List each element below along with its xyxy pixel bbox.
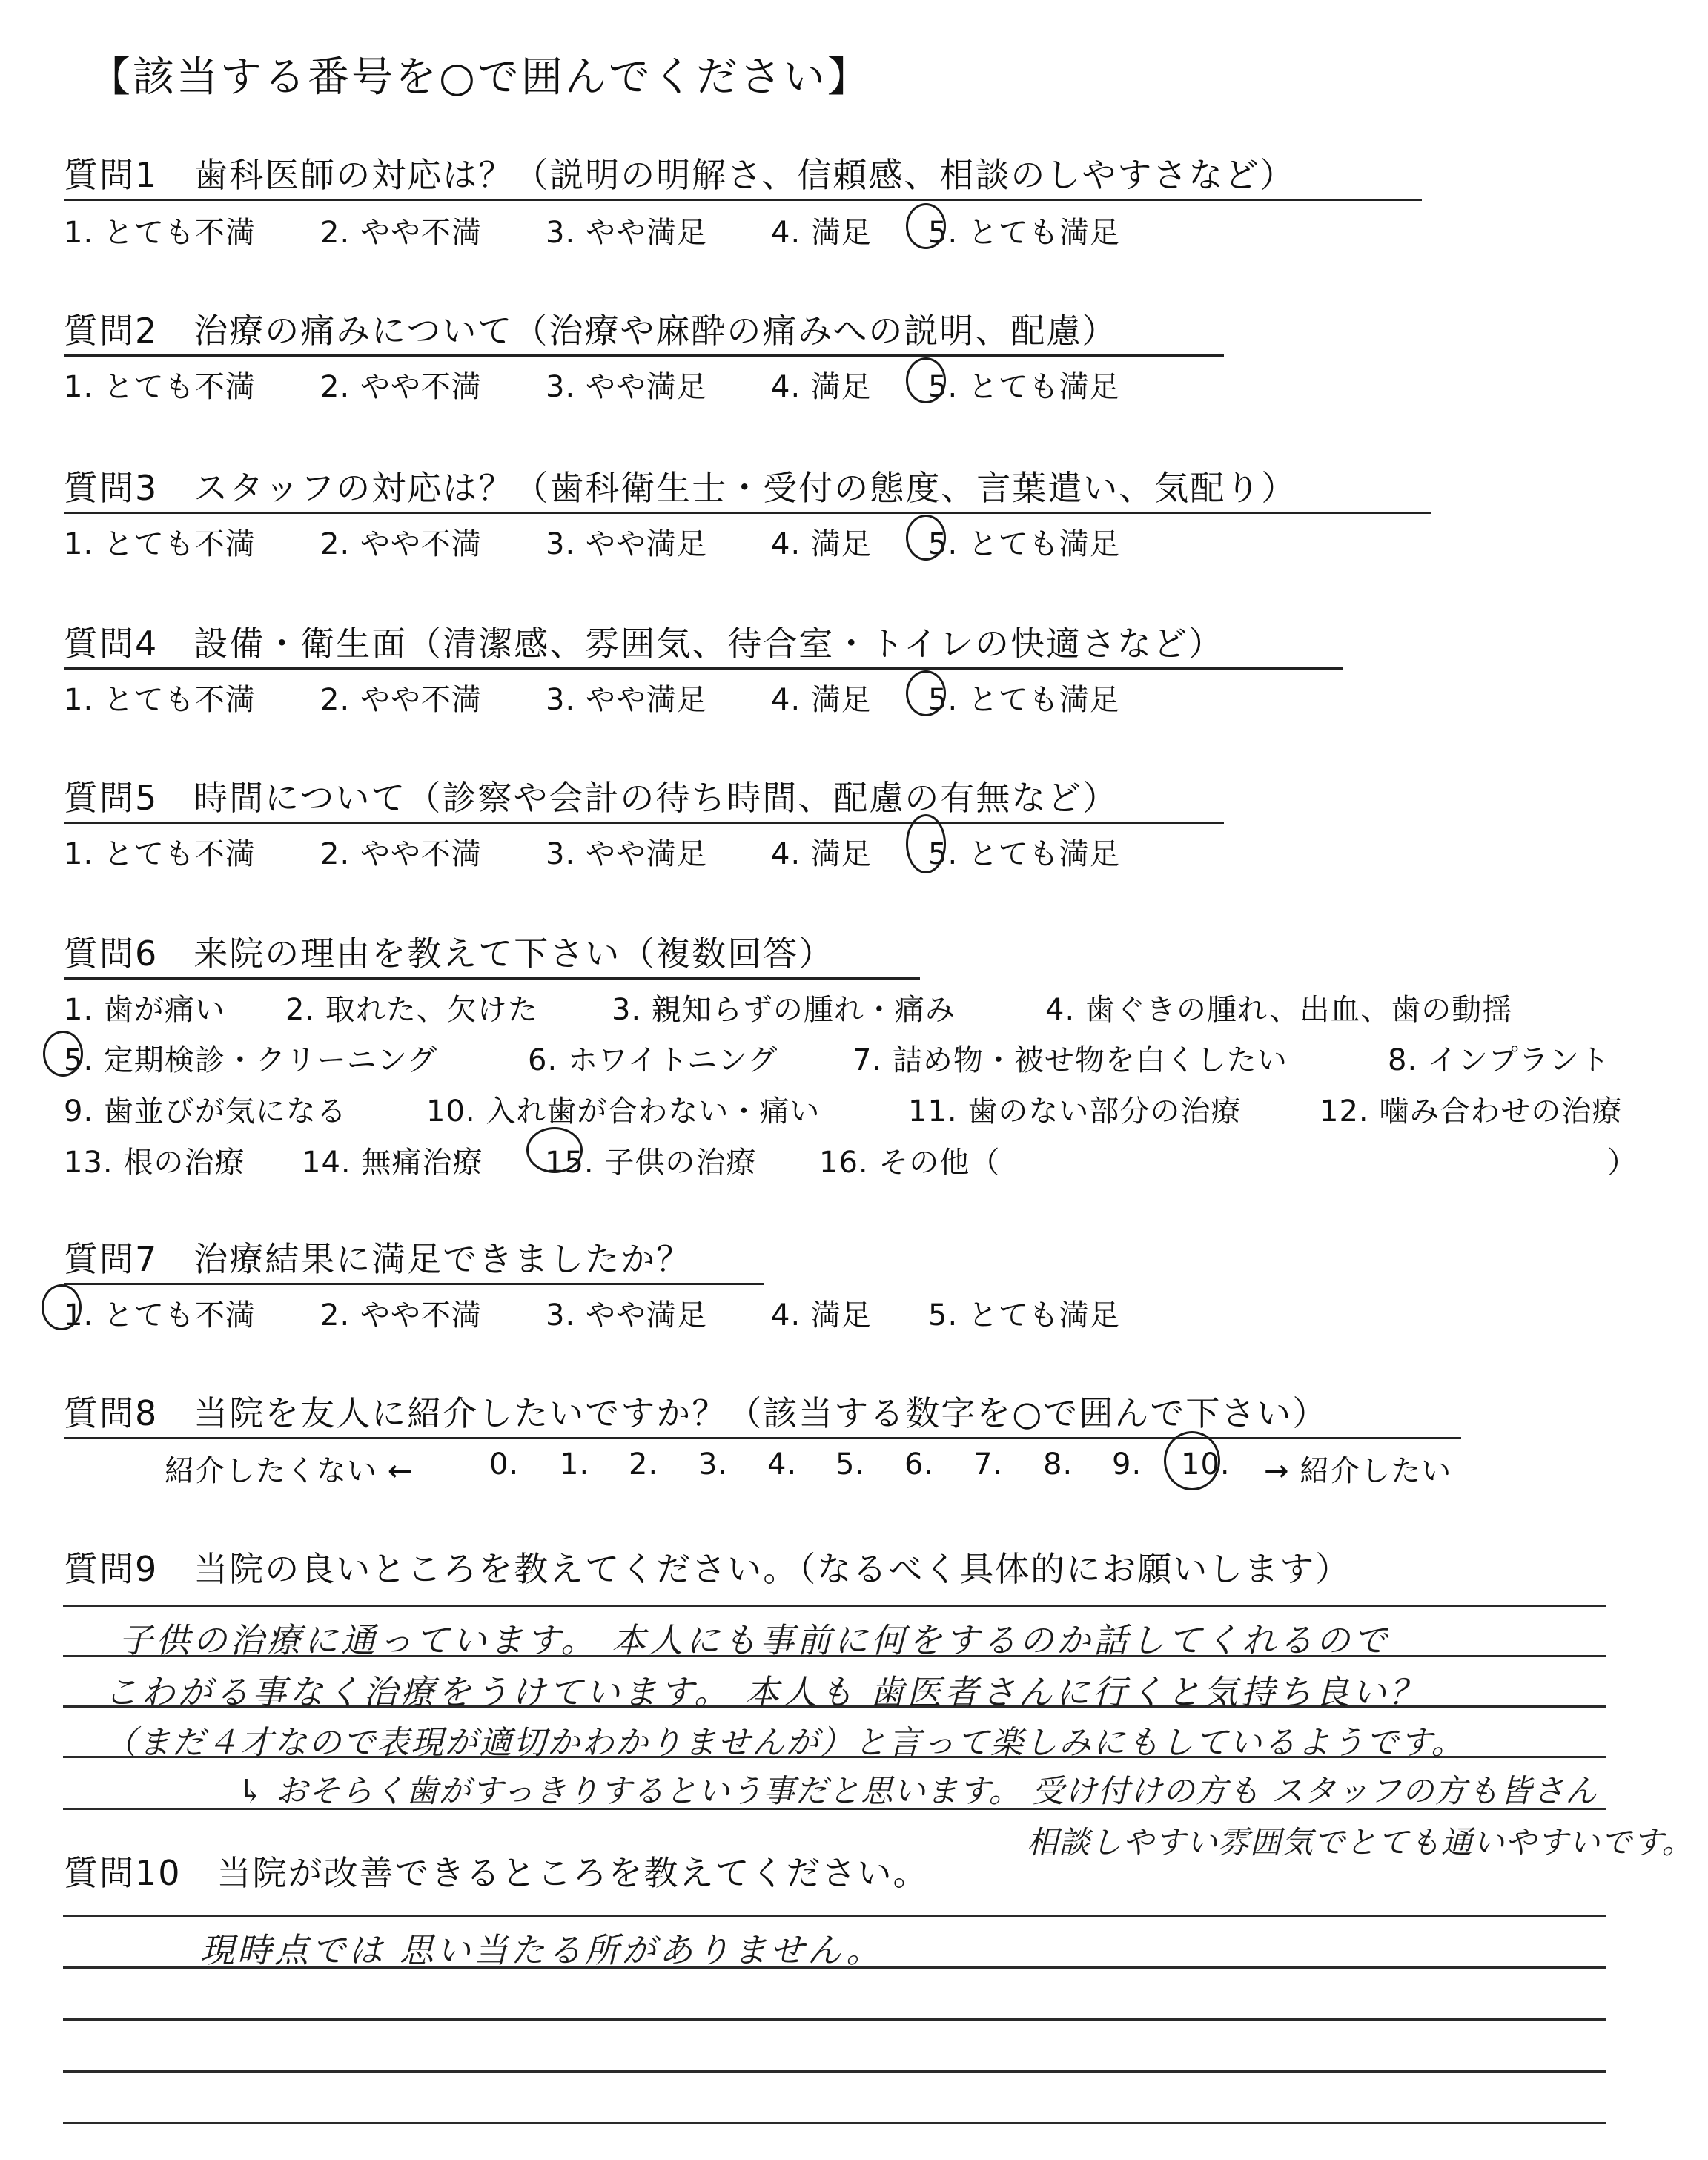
option-2[interactable]: 2. やや不満 <box>320 527 482 561</box>
selection-circle <box>43 1031 83 1077</box>
option-1[interactable]: 1. とても不満 <box>64 216 256 250</box>
answer-9-line-5: 相談しやすい雰囲気でとても通いやすいです。 <box>1027 1824 1694 1860</box>
option-2[interactable]: 2. やや不満 <box>320 216 482 250</box>
question-3-heading: 質問3 スタッフの対応は？（歯科衛生士・受付の態度、言葉遣い、気配り） <box>64 468 1297 508</box>
answer-9-line-4: ↳ おそらく歯がすっきりするという事だと思います。 受け付けの方も スタッフの方も皆さん <box>237 1773 1598 1810</box>
question-7-underline <box>64 1283 764 1285</box>
answer-9-line-2: こわがる事なく治療をうけています。 本人も 歯医者さんに行くと気持ち良い？ <box>104 1672 1426 1712</box>
question-1-heading: 質問1 歯科医師の対応は？（説明の明解さ、信頼感、相談のしやすさなど） <box>64 155 1296 195</box>
question-4-underline <box>64 667 1343 670</box>
question-5-underline <box>64 822 1224 824</box>
question-2-heading: 質問2 治療の痛みについて（治療や麻酔の痛みへの説明、配慮） <box>64 311 1118 351</box>
question-1-underline <box>64 199 1422 201</box>
option-3[interactable]: 3. やや満足 <box>546 837 707 871</box>
selection-circle <box>906 515 946 561</box>
option-4[interactable]: 4. 満足 <box>771 527 872 561</box>
reason-9[interactable]: 9. 歯並びが気になる <box>64 1094 347 1129</box>
answer-10-line-1: 現時点では 思い当たる所がありません。 <box>200 1930 884 1970</box>
reason-5[interactable]: 5. 定期検診・クリーニング <box>64 1043 438 1077</box>
scale-right-label: → 紹介したい <box>1264 1454 1452 1488</box>
question-7-heading: 質問7 治療結果に満足できましたか？ <box>64 1239 692 1279</box>
selection-circle <box>906 203 946 249</box>
option-4[interactable]: 4. 満足 <box>771 370 872 404</box>
question-10-heading: 質問10 当院が改善できるところを教えてください。 <box>64 1853 929 1893</box>
option-2[interactable]: 2. やや不満 <box>320 683 482 717</box>
scale-2[interactable]: 2. <box>629 1447 659 1482</box>
scale-1[interactable]: 1. <box>560 1447 590 1482</box>
option-1[interactable]: 1. とても不満 <box>64 837 256 871</box>
option-3[interactable]: 3. やや満足 <box>546 683 707 717</box>
answer-rule <box>63 2018 1606 2021</box>
option-3[interactable]: 3. やや満足 <box>546 527 707 561</box>
question-6-underline <box>64 977 920 980</box>
question-8-heading: 質問8 当院を友人に紹介したいですか？（該当する数字を○で囲んで下さい） <box>64 1393 1328 1433</box>
selection-circle <box>906 357 946 403</box>
option-2[interactable]: 2. やや不満 <box>320 837 482 871</box>
question-6-heading: 質問6 来院の理由を教えて下さい（複数回答） <box>64 934 835 974</box>
option-1[interactable]: 1. とても不満 <box>64 683 256 717</box>
question-3-underline <box>64 512 1431 514</box>
reason-16-close: ） <box>1607 1146 1638 1180</box>
answer-rule <box>63 1915 1606 1917</box>
reason-14[interactable]: 14. 無痛治療 <box>302 1146 483 1180</box>
option-5[interactable]: 5. とても満足 <box>928 1298 1120 1332</box>
option-3[interactable]: 3. やや満足 <box>546 216 707 250</box>
reason-13[interactable]: 13. 根の治療 <box>64 1146 245 1180</box>
question-5-heading: 質問5 時間について（診察や会計の待ち時間、配慮の有無など） <box>64 778 1119 818</box>
answer-9-line-3: （まだ４才なので表現が適切かわかりませんが）と言って楽しみにもしているようです。 <box>104 1724 1466 1762</box>
option-5[interactable]: 5. とても満足 <box>928 837 1120 871</box>
answer-rule <box>63 2070 1606 2073</box>
option-1[interactable]: 1. とても不満 <box>64 370 256 404</box>
reason-7[interactable]: 7. 詰め物・被せ物を白くしたい <box>853 1043 1288 1077</box>
option-5[interactable]: 5. とても満足 <box>928 527 1120 561</box>
scale-10[interactable]: 10. <box>1181 1447 1231 1482</box>
scale-0[interactable]: 0. <box>489 1447 520 1482</box>
selection-circle <box>1164 1431 1220 1490</box>
option-5[interactable]: 5. とても満足 <box>928 370 1120 404</box>
scale-8[interactable]: 8. <box>1043 1447 1073 1482</box>
reason-11[interactable]: 11. 歯のない部分の治療 <box>908 1094 1242 1129</box>
scale-6[interactable]: 6. <box>904 1447 935 1482</box>
selection-circle <box>906 670 946 716</box>
answer-rule <box>63 2122 1606 2124</box>
scale-3[interactable]: 3. <box>698 1447 729 1482</box>
scale-5[interactable]: 5. <box>835 1447 866 1482</box>
question-4-heading: 質問4 設備・衛生面（清潔感、雰囲気、待合室・トイレの快適さなど） <box>64 624 1224 664</box>
selection-circle <box>526 1127 583 1173</box>
reason-4[interactable]: 4. 歯ぐきの腫れ、出血、歯の動揺 <box>1045 993 1513 1027</box>
option-3[interactable]: 3. やや満足 <box>546 370 707 404</box>
option-4[interactable]: 4. 満足 <box>771 683 872 717</box>
option-1[interactable]: 1. とても不満 <box>64 1298 256 1332</box>
reason-12[interactable]: 12. 噛み合わせの治療 <box>1320 1094 1623 1129</box>
option-2[interactable]: 2. やや不満 <box>320 1298 482 1332</box>
reason-16[interactable]: 16. その他（ <box>819 1146 1001 1180</box>
option-3[interactable]: 3. やや満足 <box>546 1298 707 1332</box>
option-4[interactable]: 4. 満足 <box>771 837 872 871</box>
reason-2[interactable]: 2. 取れた、欠けた <box>285 993 538 1027</box>
option-4[interactable]: 4. 満足 <box>771 1298 872 1332</box>
reason-1[interactable]: 1. 歯が痛い <box>64 993 225 1027</box>
answer-rule <box>63 1605 1606 1607</box>
question-8-underline <box>64 1437 1461 1439</box>
page-title: 【該当する番号を○で囲んでください】 <box>89 53 871 102</box>
option-5[interactable]: 5. とても満足 <box>928 683 1120 717</box>
option-1[interactable]: 1. とても不満 <box>64 527 256 561</box>
selection-circle <box>906 814 946 873</box>
reason-8[interactable]: 8. インプラント <box>1388 1043 1610 1077</box>
selection-circle <box>42 1284 82 1330</box>
question-9-heading: 質問9 当院の良いところを教えてください。（なるべく具体的にお願いします） <box>64 1549 1351 1589</box>
scale-4[interactable]: 4. <box>767 1447 798 1482</box>
scale-7[interactable]: 7. <box>973 1447 1004 1482</box>
question-2-underline <box>64 354 1224 357</box>
scale-9[interactable]: 9. <box>1112 1447 1142 1482</box>
option-4[interactable]: 4. 満足 <box>771 216 872 250</box>
option-5[interactable]: 5. とても満足 <box>928 216 1120 250</box>
reason-3[interactable]: 3. 親知らずの腫れ・痛み <box>612 993 956 1027</box>
reason-15[interactable]: 15. 子供の治療 <box>545 1146 757 1180</box>
reason-10[interactable]: 10. 入れ歯が合わない・痛い <box>426 1094 821 1129</box>
reason-6[interactable]: 6. ホワイトニング <box>528 1043 778 1077</box>
scale-left-label: 紹介したくない ← <box>165 1454 414 1488</box>
answer-9-line-1: 子供の治療に通っています。 本人にも事前に何をするのか話してくれるので <box>119 1620 1390 1660</box>
option-2[interactable]: 2. やや不満 <box>320 370 482 404</box>
